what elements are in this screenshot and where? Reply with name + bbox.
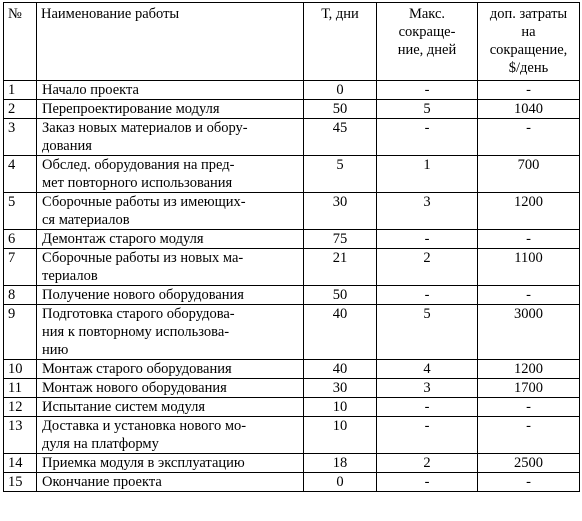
- cell-t-days: 40: [304, 305, 377, 360]
- cell-name: [37, 81, 304, 100]
- works-table-wrapper: [3, 2, 580, 492]
- cell-num: 12: [4, 398, 37, 417]
- cell-t-days: 75: [304, 230, 377, 249]
- cell-name-line: Заказ новых материалов и обору-: [42, 120, 248, 136]
- cell-num: 14: [4, 454, 37, 473]
- cell-extra-cost: -: [478, 473, 580, 492]
- cell-max-reduction: 3: [377, 379, 478, 398]
- cell-num: 11: [4, 379, 37, 398]
- cell-num: 6: [4, 230, 37, 249]
- cell-name-line: Испытание систем модуля: [42, 399, 206, 415]
- cell-name: [37, 379, 304, 398]
- cell-max-reduction: 1: [377, 156, 478, 193]
- cell-name: [37, 473, 304, 492]
- cell-num: 8: [4, 286, 37, 305]
- cell-name: [37, 119, 304, 156]
- cell-name-line: Доставка и установка нового мо-: [42, 418, 247, 434]
- cell-t-days: 18: [304, 454, 377, 473]
- cell-name: [37, 360, 304, 379]
- cell-num: 5: [4, 193, 37, 230]
- cell-num: 2: [4, 100, 37, 119]
- cell-t-days: 30: [304, 193, 377, 230]
- header-num: [4, 3, 37, 81]
- cell-name-line: ся материалов: [42, 212, 130, 228]
- cell-name-line: Сборочные работы из имеющих-: [42, 194, 246, 210]
- cell-name: [37, 100, 304, 119]
- cell-name-line: Окончание проекта: [42, 474, 162, 490]
- cell-t-days: 0: [304, 81, 377, 100]
- header-name-label: Наименование работы: [41, 6, 180, 22]
- table-row: [4, 454, 580, 473]
- cell-name: [37, 156, 304, 193]
- cell-extra-cost: -: [478, 398, 580, 417]
- works-table: [3, 2, 580, 492]
- cell-num: 3: [4, 119, 37, 156]
- cell-name: [37, 417, 304, 454]
- cell-name: [37, 305, 304, 360]
- table-row: [4, 305, 580, 360]
- cell-t-days: 50: [304, 100, 377, 119]
- cell-name-line: дования: [42, 138, 92, 154]
- table-row: [4, 193, 580, 230]
- cell-num: 15: [4, 473, 37, 492]
- header-t-days: [304, 3, 377, 81]
- table-row: [4, 473, 580, 492]
- cell-t-days: 10: [304, 417, 377, 454]
- cell-max-reduction: 5: [377, 305, 478, 360]
- cell-num: 7: [4, 249, 37, 286]
- cell-max-reduction: -: [377, 230, 478, 249]
- cell-num: 1: [4, 81, 37, 100]
- cell-extra-cost: -: [478, 417, 580, 454]
- cell-extra-cost: 2500: [478, 454, 580, 473]
- cell-extra-cost: 1040: [478, 100, 580, 119]
- cell-max-reduction: -: [377, 81, 478, 100]
- cell-extra-cost: -: [478, 119, 580, 156]
- cell-t-days: 50: [304, 286, 377, 305]
- cell-max-reduction: 5: [377, 100, 478, 119]
- header-t-days-label: Т, дни: [321, 6, 359, 22]
- cell-name-line: ния к повторному использова-: [42, 324, 230, 340]
- table-row: [4, 360, 580, 379]
- cell-max-reduction: 4: [377, 360, 478, 379]
- table-row: [4, 379, 580, 398]
- table-row: [4, 100, 580, 119]
- cell-t-days: 30: [304, 379, 377, 398]
- cell-name-line: Монтаж старого оборудования: [42, 361, 232, 377]
- cell-t-days: 5: [304, 156, 377, 193]
- cell-name: [37, 454, 304, 473]
- cell-extra-cost: 700: [478, 156, 580, 193]
- header-max-reduction-line-1: Макс.: [408, 6, 446, 22]
- cell-extra-cost: -: [478, 81, 580, 100]
- cell-name-line: дуля на платформу: [42, 436, 159, 452]
- table-row: [4, 81, 580, 100]
- cell-name: [37, 398, 304, 417]
- cell-name: [37, 230, 304, 249]
- cell-t-days: 0: [304, 473, 377, 492]
- cell-t-days: 40: [304, 360, 377, 379]
- cell-name-line: Сборочные работы из новых ма-: [42, 250, 244, 266]
- cell-extra-cost: 1700: [478, 379, 580, 398]
- cell-max-reduction: -: [377, 417, 478, 454]
- cell-extra-cost: -: [478, 286, 580, 305]
- cell-t-days: 10: [304, 398, 377, 417]
- cell-name-line: Приемка модуля в эксплуатацию: [42, 455, 245, 471]
- cell-extra-cost: 3000: [478, 305, 580, 360]
- header-extra-cost-line-3: сокращение,: [489, 42, 568, 58]
- cell-num: 9: [4, 305, 37, 360]
- cell-max-reduction: 2: [377, 454, 478, 473]
- cell-t-days: 21: [304, 249, 377, 286]
- header-extra-cost-line-4: $/день: [508, 60, 549, 76]
- cell-max-reduction: -: [377, 398, 478, 417]
- table-row: [4, 417, 580, 454]
- cell-name-line: Монтаж нового оборудования: [42, 380, 227, 396]
- cell-name: [37, 249, 304, 286]
- cell-name-line: Получение нового оборудования: [42, 287, 244, 303]
- cell-max-reduction: -: [377, 473, 478, 492]
- cell-name: [37, 286, 304, 305]
- table-row: [4, 230, 580, 249]
- cell-max-reduction: -: [377, 286, 478, 305]
- table-body: [4, 81, 580, 492]
- cell-name-line: териалов: [42, 268, 98, 284]
- header-extra-cost: [478, 3, 580, 81]
- cell-t-days: 45: [304, 119, 377, 156]
- cell-max-reduction: 2: [377, 249, 478, 286]
- cell-name-line: Демонтаж старого модуля: [42, 231, 204, 247]
- cell-extra-cost: -: [478, 230, 580, 249]
- header-num-label: №: [8, 6, 22, 22]
- cell-extra-cost: 1200: [478, 360, 580, 379]
- cell-name-line: Обслед. оборудования на пред-: [42, 157, 235, 173]
- cell-num: 10: [4, 360, 37, 379]
- cell-max-reduction: -: [377, 119, 478, 156]
- cell-name-line: Начало проекта: [42, 82, 139, 98]
- cell-name-line: мет повторного использования: [42, 175, 233, 191]
- header-extra-cost-line-1: доп. затраты: [489, 6, 568, 22]
- table-row: [4, 398, 580, 417]
- cell-name: [37, 193, 304, 230]
- header-max-reduction: [377, 3, 478, 81]
- cell-max-reduction: 3: [377, 193, 478, 230]
- cell-extra-cost: 1200: [478, 193, 580, 230]
- cell-num: 13: [4, 417, 37, 454]
- table-row: [4, 249, 580, 286]
- table-row: [4, 119, 580, 156]
- cell-name-line: нию: [42, 342, 69, 358]
- header-max-reduction-line-2: сокраще-: [398, 24, 456, 40]
- cell-extra-cost: 1100: [478, 249, 580, 286]
- cell-name-line: Подготовка старого оборудова-: [42, 306, 235, 322]
- table-row: [4, 156, 580, 193]
- header-extra-cost-line-2: на: [521, 24, 536, 40]
- table-row: [4, 286, 580, 305]
- cell-num: 4: [4, 156, 37, 193]
- header-name: [37, 3, 304, 81]
- header-row: [4, 3, 580, 81]
- header-max-reduction-line-3: ние, дней: [397, 42, 457, 58]
- cell-name-line: Перепроектирование модуля: [42, 101, 220, 117]
